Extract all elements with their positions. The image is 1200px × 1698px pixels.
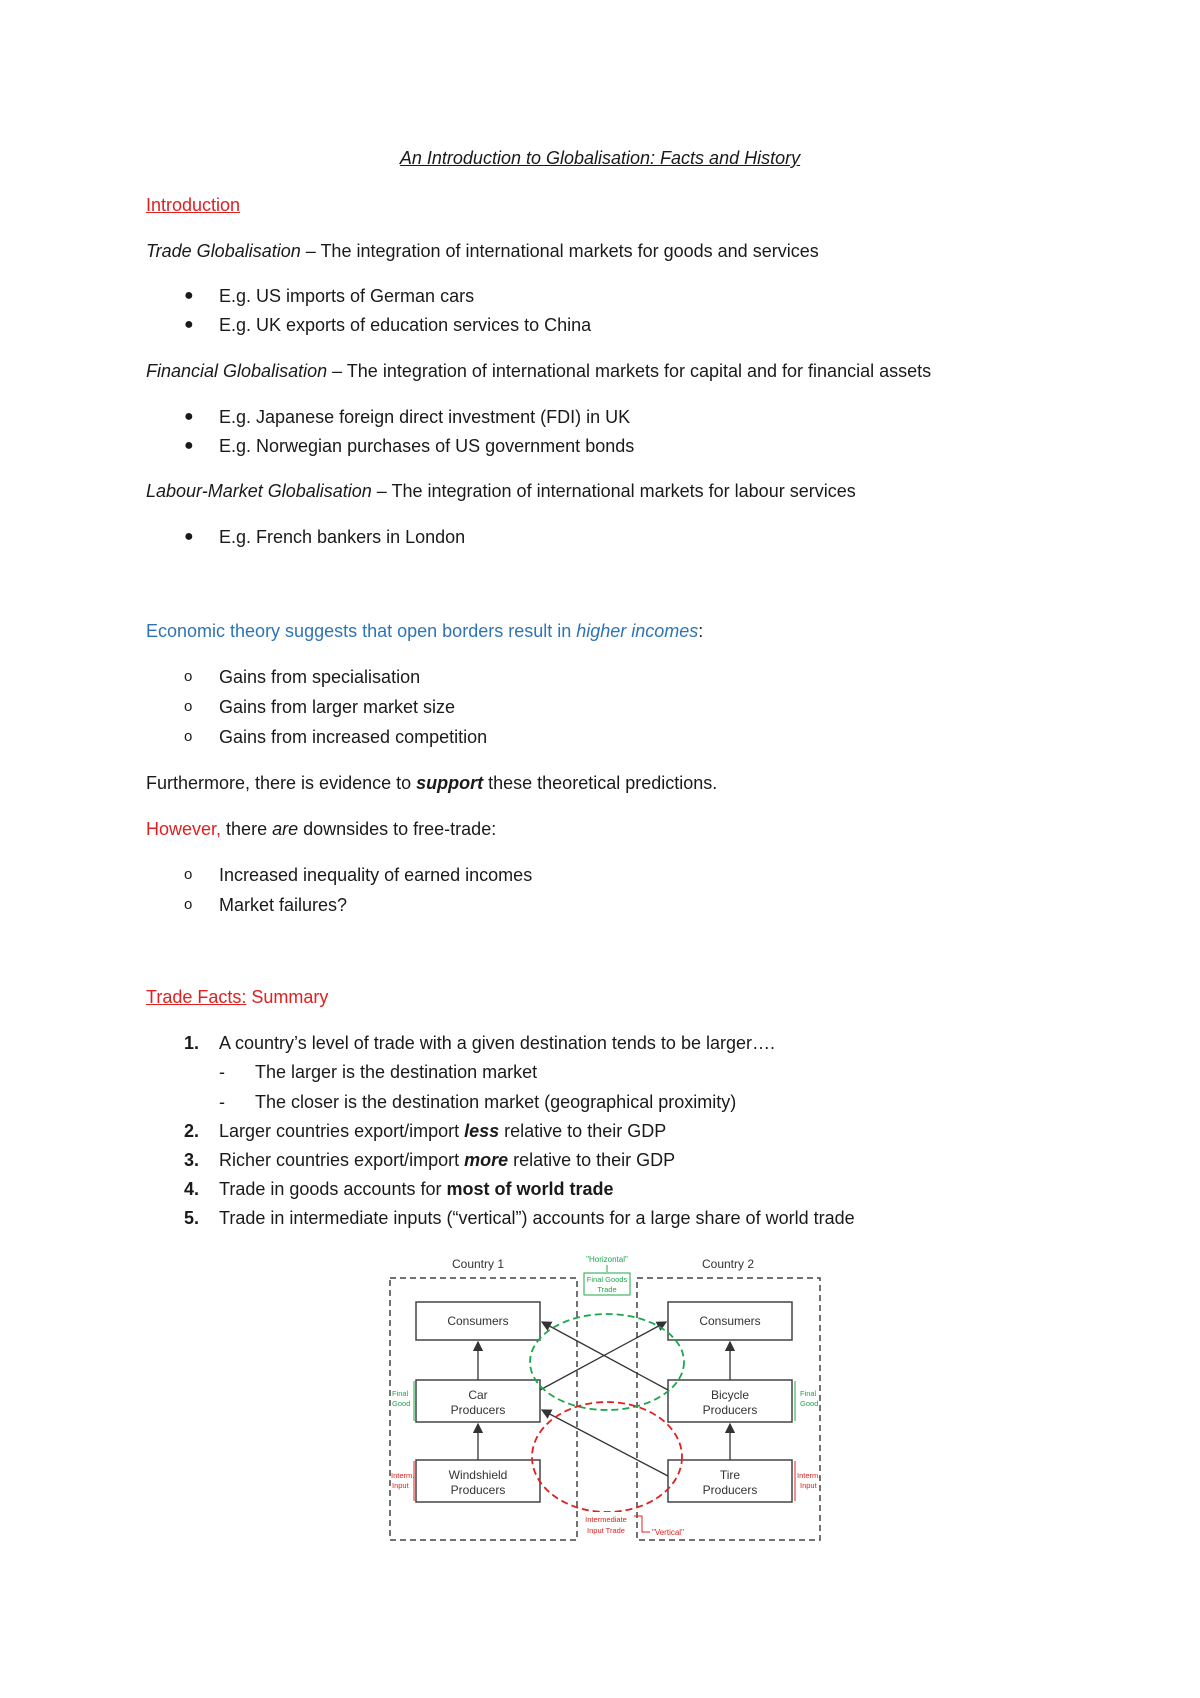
evidence-post: these theoretical predictions. [483, 773, 718, 793]
downsides-mid2: downsides to free-trade: [298, 819, 497, 839]
downside-1: Increased inequality of earned incomes [219, 865, 533, 885]
downsides-are: are [272, 819, 299, 839]
fact-4-pre: Trade in goods accounts for [219, 1179, 447, 1199]
downside-2: Market failures? [219, 895, 348, 915]
bicycle-label-2: Producers [702, 1403, 758, 1417]
fact-number: 2. [184, 1121, 200, 1141]
bullet-dot: ● [184, 437, 194, 454]
downsides-however: However, [146, 819, 222, 839]
interm-right-2: Input [800, 1481, 817, 1490]
final-good-left-1: Final [392, 1389, 409, 1398]
bullet-dot: ● [184, 528, 194, 545]
fact-2-emph: less [464, 1121, 500, 1141]
trade-facts-heading: Trade Facts: [146, 987, 247, 1007]
fact-2-pre: Larger countries export/import [219, 1121, 465, 1141]
downsides-mid1: there [221, 819, 273, 839]
interm-left-1: Interm. [391, 1471, 415, 1480]
fact-5: Trade in intermediate inputs (“vertical”) accounts for a large share of world trade [219, 1208, 855, 1228]
trade-diagram [380, 1250, 830, 1550]
example-trade-1: E.g. US imports of German cars [219, 286, 475, 306]
country-2-label: Country 2 [701, 1257, 755, 1271]
fact-3-emph: more [464, 1150, 509, 1170]
theory-statement [146, 620, 703, 642]
definition-labour [146, 480, 856, 502]
consumers-2-label: Consumers [699, 1314, 761, 1328]
def-labour: – The integration of international markets for labour services [371, 481, 856, 501]
windshield-label-1: Windshield [448, 1468, 508, 1482]
windshield-label-2: Producers [450, 1483, 506, 1497]
final-goods-trade-label-2: Trade [597, 1285, 617, 1294]
bullet-dot: ● [184, 287, 194, 304]
def-financial: – The integration of international markets for capital and for financial assets [327, 361, 932, 381]
fact-1: A country’s level of trade with a given destination tends to be larger…. [219, 1033, 775, 1053]
intermediate-trade-ellipse [532, 1402, 682, 1512]
tire-label-1: Tire [719, 1468, 741, 1482]
intermediate-trade-label-2: Input Trade [587, 1526, 625, 1535]
bullet-circle: o [184, 866, 193, 883]
evidence-pre: Furthermore, there is evidence to [146, 773, 417, 793]
section-heading-trade-facts [146, 986, 328, 1008]
example-financial-2: E.g. Norwegian purchases of US government bonds [219, 436, 635, 456]
example-trade-2: E.g. UK exports of education services to China [219, 315, 592, 335]
fact-2-post: relative to their GDP [499, 1121, 667, 1141]
fact-number: 3. [184, 1150, 200, 1170]
fact-3-post: relative to their GDP [508, 1150, 676, 1170]
horizontal-label: "Horizontal" [586, 1255, 628, 1264]
gain-3: Gains from increased competition [219, 727, 488, 747]
gain-2: Gains from larger market size [219, 697, 456, 717]
bullet-circle: o [184, 896, 193, 913]
dash-marker: - [219, 1062, 225, 1082]
example-financial-1: E.g. Japanese foreign direct investment (FDI) in UK [219, 407, 631, 427]
fact-number: 5. [184, 1208, 200, 1228]
term-trade: Trade Globalisation [146, 241, 301, 261]
example-labour-1: E.g. French bankers in London [219, 527, 466, 547]
fact-3-pre: Richer countries export/import [219, 1150, 465, 1170]
bullet-circle: o [184, 668, 193, 685]
bullet-dot: ● [184, 408, 194, 425]
final-good-left-2: Good [392, 1399, 411, 1408]
evidence-emph: support [416, 773, 484, 793]
arrow-bicycle-to-consumers-1 [542, 1322, 668, 1390]
section-heading-introduction: Introduction [146, 195, 241, 215]
theory-lead: Economic theory suggests that open borders result in [146, 621, 577, 641]
page-title: An Introduction to Globalisation: Facts and History [399, 148, 801, 168]
tire-label-2: Producers [702, 1483, 758, 1497]
evidence-statement [146, 772, 717, 794]
theory-emph: higher incomes [576, 621, 699, 641]
gain-1: Gains from specialisation [219, 667, 421, 687]
fact-number: 4. [184, 1179, 200, 1199]
def-trade: – The integration of international markets for goods and services [300, 241, 819, 261]
fact-3 [219, 1149, 675, 1171]
dash-marker: - [219, 1092, 225, 1112]
arrow-car-to-consumers-2 [540, 1322, 666, 1390]
term-financial: Financial Globalisation [146, 361, 328, 381]
definition-trade [146, 240, 819, 262]
fact-1-sub-2: The closer is the destination market (geographical proximity) [255, 1092, 737, 1112]
vertical-label: "Vertical" [652, 1528, 684, 1537]
fact-4 [219, 1178, 613, 1200]
final-good-right-1: Final [800, 1389, 817, 1398]
downsides-statement [146, 818, 496, 840]
interm-right-1: Interm. [797, 1471, 821, 1480]
fact-number: 1. [184, 1033, 200, 1053]
fact-4-emph: most of world trade [446, 1179, 614, 1199]
definition-financial [146, 360, 931, 382]
fact-2 [219, 1120, 666, 1142]
car-label-1: Car [468, 1388, 488, 1402]
arrow-tire-to-car [542, 1410, 668, 1476]
fact-1-sub-1: The larger is the destination market [255, 1062, 538, 1082]
country-1-label: Country 1 [451, 1257, 505, 1271]
consumers-1-label: Consumers [447, 1314, 509, 1328]
term-labour: Labour-Market Globalisation [146, 481, 372, 501]
bullet-dot: ● [184, 316, 194, 333]
final-goods-trade-label-1: Final Goods [586, 1275, 628, 1284]
theory-tail: : [698, 621, 704, 641]
car-label-2: Producers [450, 1403, 506, 1417]
final-good-right-2: Good [800, 1399, 819, 1408]
bullet-circle: o [184, 698, 193, 715]
trade-facts-heading2: Summary [246, 987, 329, 1007]
bicycle-label-1: Bicycle [710, 1388, 750, 1402]
bullet-circle: o [184, 728, 193, 745]
interm-left-2: Input [392, 1481, 409, 1490]
intermediate-trade-label-1: Intermediate [585, 1515, 627, 1524]
